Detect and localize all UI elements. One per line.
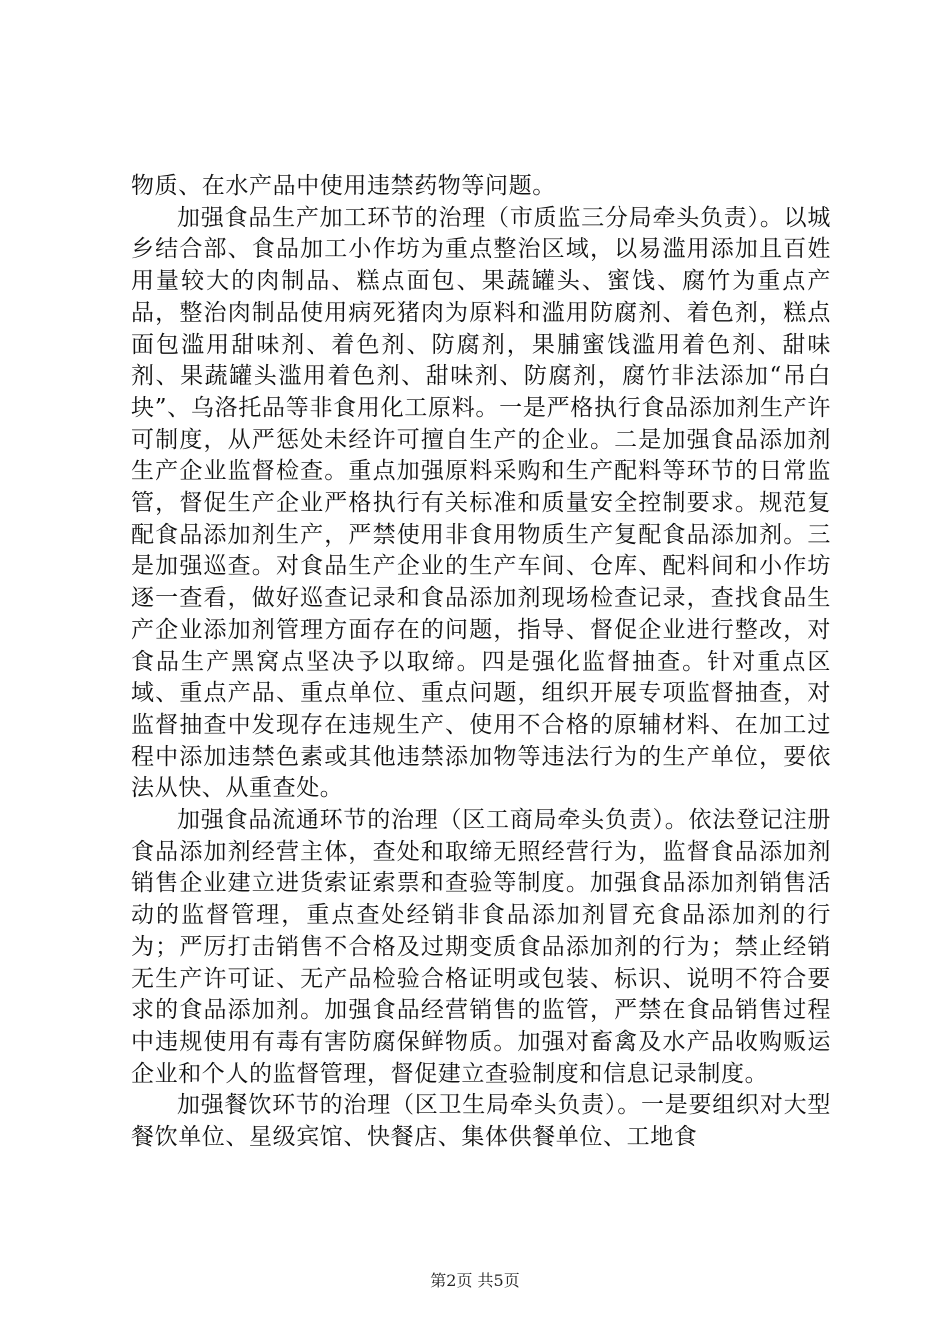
paragraph-production: 加强食品生产加工环节的治理（市质监三分局牵头负责）。以城乡结合部、食品加工小作坊为重点整治区域，以易滥用添加且百姓用量较大的肉制品、糕点面包、果蔬罐头、蜜饯、腐竹为重点产品，整治肉制品使用病死猪肉为原料和滥用防腐剂、着色剂，糕点面包滥用甜味剂、着色剂、防腐剂，果脯蜜饯滥用着色剂、甜味剂、果蔬罐头滥用着色剂、甜味剂、防腐剂，腐竹非法添加“吊白块”、乌洛托品等非食用化工原料。一是严格执行食品添加剂生产许可制度，从严惩处未经许可擅自生产的企业。二是加强食品添加剂生产企业监督检查。重点加强原料采购和生产配料等环节的日常监管，督促生产企业严格执行有关标准和质量安全控制要求。规范复配食品添加剂生产，严禁使用非食用物质生产复配食品添加剂。三是加强巡查。对食品生产企业的生产车间、仓库、配料间和小作坊逐一查看，做好巡查记录和食品添加剂现场检查记录，查找食品生产企业添加剂管理方面存在的问题，指导、督促企业进行整改，对食品生产黑窝点坚决予以取缔。四是强化监督抽查。针对重点区域、重点产品、重点单位、重点问题，组织开展专项监督抽查，对监督抽查中发现存在违规生产、使用不合格的原辅材料、在加工过程中添加违禁色素或其他违禁添加物等违法行为的生产单位，要依法从快、从重查处。 [131, 204, 831, 802]
paragraph-catering: 加强餐饮环节的治理（区卫生局牵头负责）。一是要组织对大型餐饮单位、星级宾馆、快餐店、集体供餐单位、工地食 [131, 1092, 831, 1151]
paragraph-circulation: 加强食品流通环节的治理（区工商局牵头负责）。依法登记注册食品添加剂经营主体，查处和取缔无照经营行为，监督食品添加剂销售企业建立进货索证索票和查验等制度。加强食品添加剂销售活动的监督管理，重点查处经销非食品添加剂冒充食品添加剂的行为；严厉打击销售不合格及过期变质食品添加剂的行为；禁止经销无生产许可证、无产品检验合格证明或包装、标识、说明不符合要求的食品添加剂。加强食品经营销售的监管，严禁在食品销售过程中违规使用有毒有害防腐保鲜物质。加强对畜禽及水产品收购贩运企业和个人的监督管理，督促建立查验制度和信息记录制度。 [131, 807, 831, 1087]
document-body [131, 171, 831, 1154]
page-number-footer: 第2页 共5页 [430, 1271, 520, 1290]
paragraph-continuation: 物质、在水产品中使用违禁药物等问题。 [131, 173, 556, 199]
